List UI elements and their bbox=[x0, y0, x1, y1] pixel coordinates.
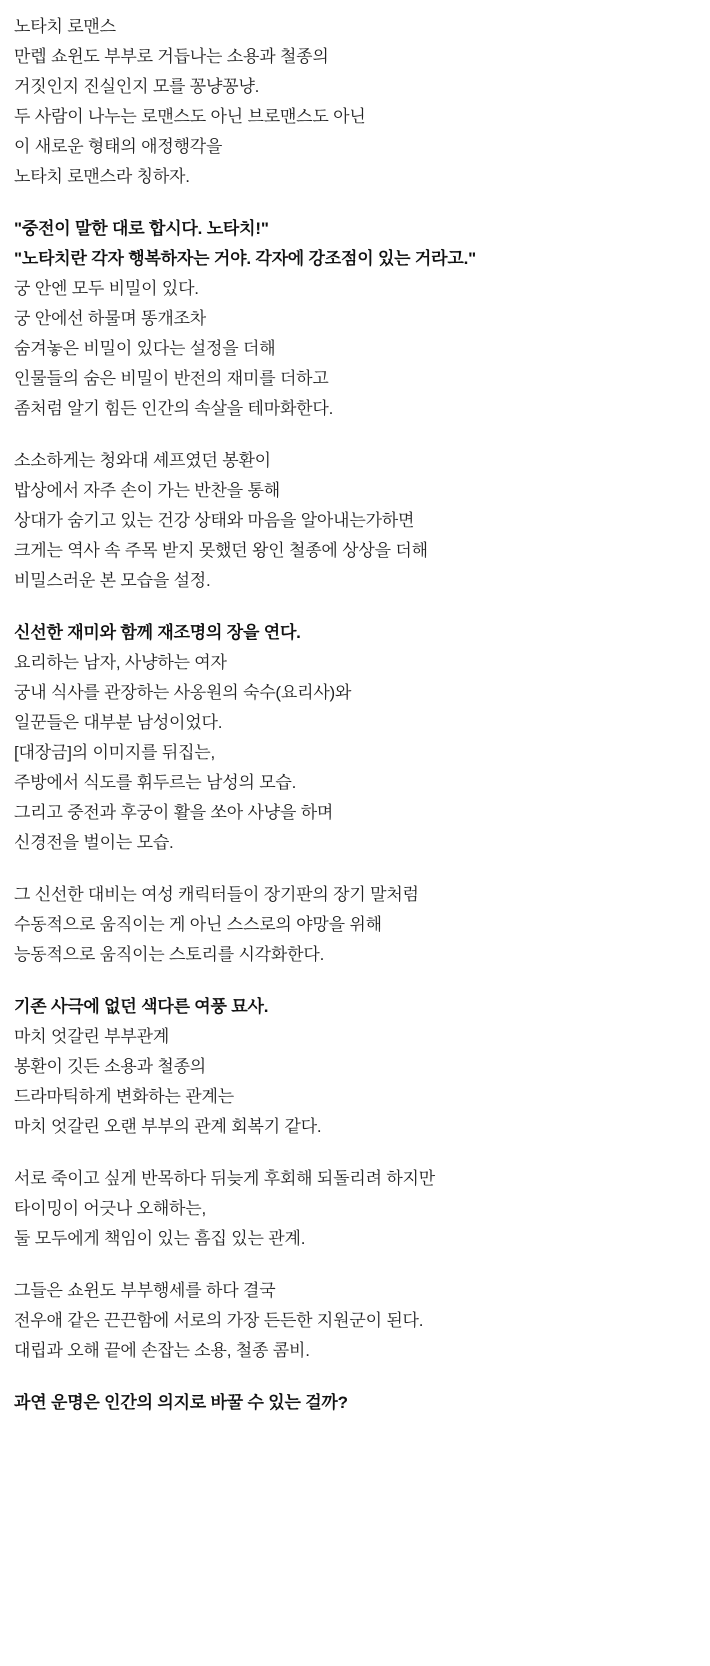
text-line: 일꾼들은 대부분 남성이었다. bbox=[14, 713, 223, 732]
text-line: 타이밍이 어긋나 오해하는, bbox=[14, 1199, 207, 1218]
text-line: 궁 안엔 모두 비밀이 있다. bbox=[14, 279, 199, 298]
text-line: 그들은 쇼윈도 부부행세를 하다 결국 bbox=[14, 1281, 276, 1300]
text-line: 상대가 숨기고 있는 건강 상태와 마음을 알아내는가하면 bbox=[14, 511, 415, 530]
text-line: 수동적으로 움직이는 게 아닌 스스로의 야망을 위해 bbox=[14, 915, 382, 934]
text-line: 인물들의 숨은 비밀이 반전의 재미를 더하고 bbox=[14, 369, 329, 388]
text-line: 드라마틱하게 변화하는 관계는 bbox=[14, 1087, 234, 1106]
text-block bbox=[14, 1276, 696, 1366]
text-block bbox=[14, 880, 696, 970]
text-line: 마치 엇갈린 오랜 부부의 관계 회복기 같다. bbox=[14, 1117, 322, 1136]
text-line: 숨겨놓은 비밀이 있다는 설정을 더해 bbox=[14, 339, 276, 358]
text-line: 봉환이 깃든 소용과 철종의 bbox=[14, 1057, 207, 1076]
text-block bbox=[14, 446, 696, 596]
text-line: 노타치 로맨스라 칭하자. bbox=[14, 167, 190, 186]
text-line: 이 새로운 형태의 애정행각을 bbox=[14, 137, 223, 156]
text-line: 요리하는 남자, 사냥하는 여자 bbox=[14, 653, 227, 672]
text-block bbox=[14, 12, 696, 192]
text-block bbox=[14, 1164, 696, 1254]
text-line: 만렙 쇼윈도 부부로 거듭나는 소용과 철종의 bbox=[14, 47, 329, 66]
text-line: 대립과 오해 끝에 손잡는 소용, 철종 콤비. bbox=[14, 1341, 310, 1360]
text-line: 크게는 역사 속 주목 받지 못했던 왕인 철종에 상상을 더해 bbox=[14, 541, 428, 560]
text-line: 밥상에서 자주 손이 가는 반찬을 통해 bbox=[14, 481, 280, 500]
text-block bbox=[14, 1388, 696, 1418]
text-line: 궁 안에선 하물며 똥개조차 bbox=[14, 309, 207, 328]
text-line: 신경전을 벌이는 모습. bbox=[14, 833, 174, 852]
document-body bbox=[14, 12, 696, 1418]
text-line: 소소하게는 청와대 셰프였던 봉환이 bbox=[14, 451, 271, 470]
text-line: 두 사람이 나누는 로맨스도 아닌 브로맨스도 아닌 bbox=[14, 107, 366, 126]
text-line: 주방에서 식도를 휘두르는 남성의 모습. bbox=[14, 773, 297, 792]
text-line: "중전이 말한 대로 합시다. 노타치!" bbox=[14, 219, 269, 238]
text-line: 둘 모두에게 책임이 있는 흠집 있는 관계. bbox=[14, 1229, 306, 1248]
text-line: 서로 죽이고 싶게 반목하다 뒤늦게 후회해 되돌리려 하지만 bbox=[14, 1169, 435, 1188]
text-line: "노타치란 각자 행복하자는 거야. 각자에 강조점이 있는 거라고." bbox=[14, 249, 476, 268]
text-line: 기존 사극에 없던 색다른 여풍 묘사. bbox=[14, 997, 269, 1016]
text-line: [대장금]의 이미지를 뒤집는, bbox=[14, 743, 216, 762]
text-line: 노타치 로맨스 bbox=[14, 17, 116, 36]
text-line: 전우애 같은 끈끈함에 서로의 가장 든든한 지원군이 된다. bbox=[14, 1311, 424, 1330]
text-line: 그리고 중전과 후궁이 활을 쏘아 사냥을 하며 bbox=[14, 803, 334, 822]
text-line: 궁내 식사를 관장하는 사옹원의 숙수(요리사)와 bbox=[14, 683, 352, 702]
text-line: 과연 운명은 인간의 의지로 바꿀 수 있는 걸까? bbox=[14, 1393, 348, 1412]
text-line: 그 신선한 대비는 여성 캐릭터들이 장기판의 장기 말처럼 bbox=[14, 885, 419, 904]
text-line: 능동적으로 움직이는 스토리를 시각화한다. bbox=[14, 945, 325, 964]
text-line: 비밀스러운 본 모습을 설정. bbox=[14, 571, 211, 590]
text-line: 좀처럼 알기 힘든 인간의 속살을 테마화한다. bbox=[14, 399, 334, 418]
text-block bbox=[14, 618, 696, 858]
text-line: 마치 엇갈린 부부관계 bbox=[14, 1027, 170, 1046]
text-block bbox=[14, 214, 696, 424]
text-line: 신선한 재미와 함께 재조명의 장을 연다. bbox=[14, 623, 301, 642]
text-line: 거짓인지 진실인지 모를 꽁냥꽁냥. bbox=[14, 77, 260, 96]
text-block bbox=[14, 992, 696, 1142]
